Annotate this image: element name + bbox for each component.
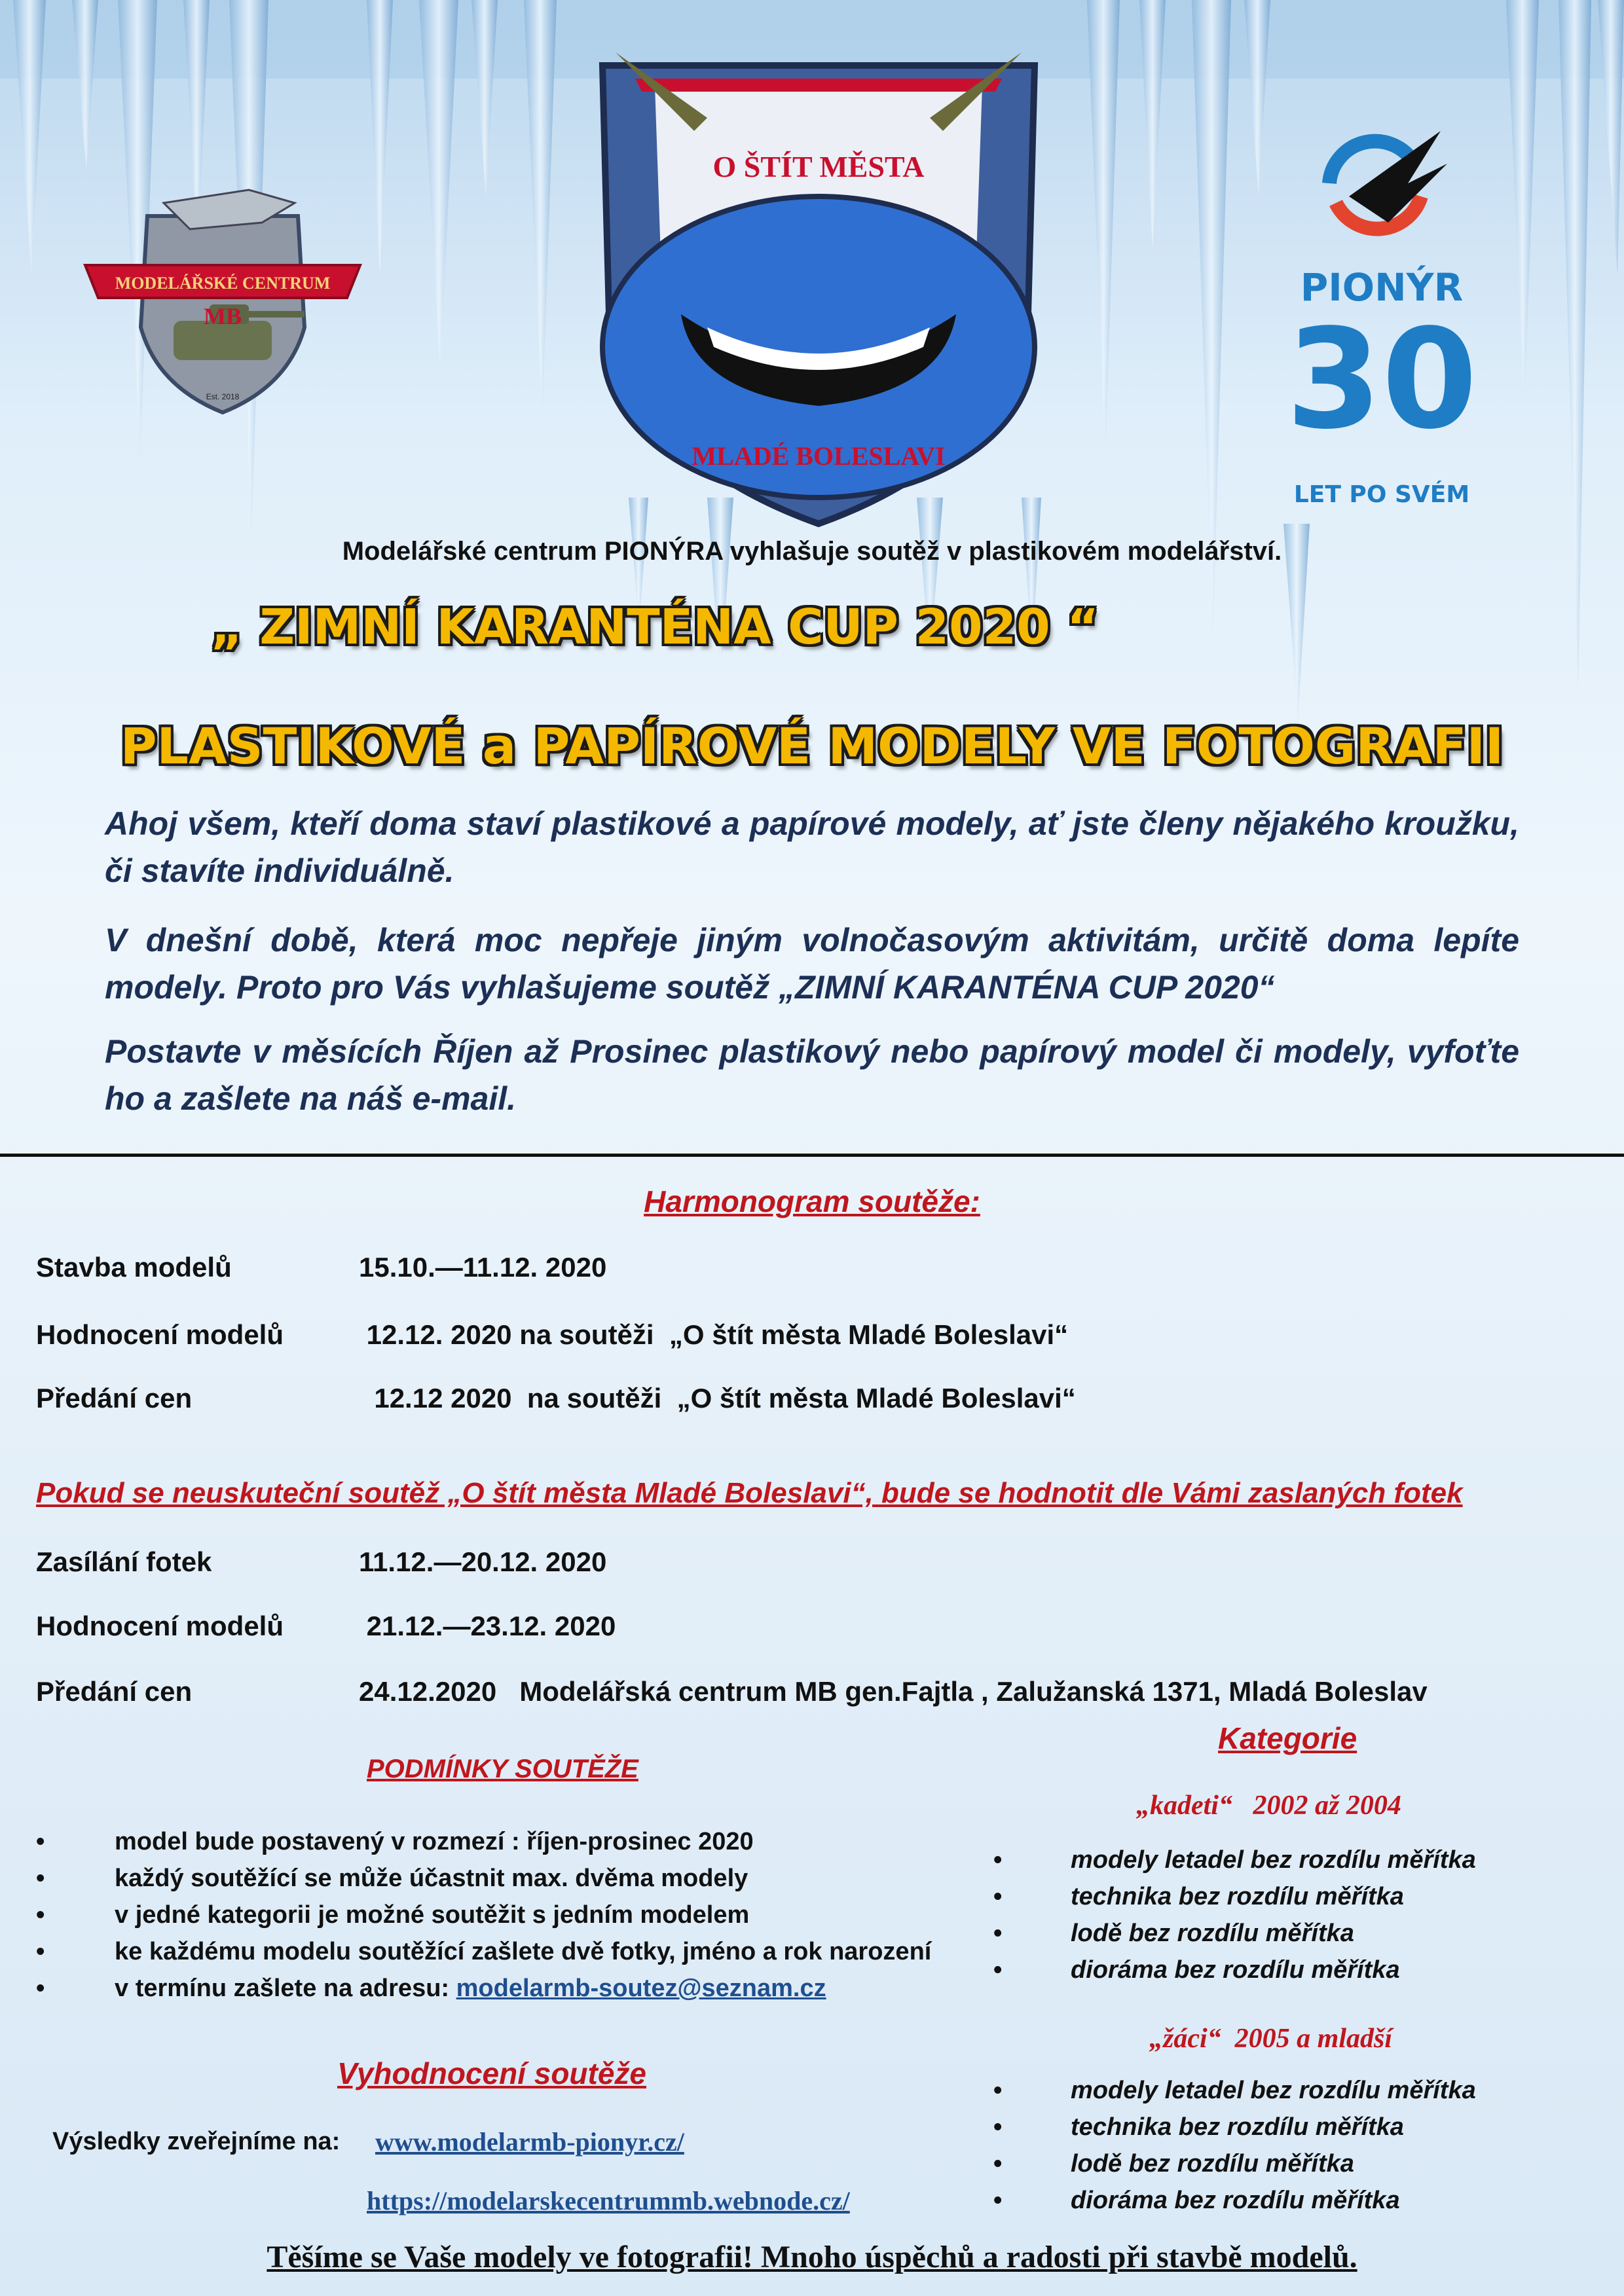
list-item: • lodě bez rozdílu měřítka <box>986 1920 1575 1956</box>
list-item: • každý soutěžící se může účastnit max. dvěma modely <box>36 1865 1018 1901</box>
schedule-label: Zasílání fotek <box>36 1546 212 1577</box>
schedule-value: 11.12.—20.12. 2020 <box>359 1546 607 1577</box>
schedule-value: 24.12.2020 Modelářská centrum MB gen.Fajtla , Zalužanská 1371, Mladá Boleslav <box>359 1676 1428 1707</box>
list-item: • dioráma bez rozdílu měřítka <box>986 1956 1575 1993</box>
schedule-label: Stavba modelů <box>36 1252 232 1283</box>
list-item: • dioráma bez rozdílu měřítka <box>986 2187 1575 2223</box>
intro-paragraph-3: Postavte v měsících Říjen až Prosinec plastikový nebo papírový model či modely, vyfoťte ho a zašlete na náš e-mail. <box>105 1033 1519 1117</box>
alt-schedule-row <box>36 1546 606 1578</box>
notice-text: Pokud se neuskuteční soutěž „O štít města Mladé Boleslavi“, bude se hodnotit dle Vámi zaslaných fotek <box>36 1477 1463 1509</box>
list-item: • technika bez rozdílu měřítka <box>986 2113 1575 2150</box>
intro-paragraph-1: Ahoj všem, kteří doma staví plastikové a papírové modely, ať jste členy nějakého kroužku, či stavíte individuálně. <box>105 805 1519 889</box>
results-label: Výsledky zveřejníme na: <box>52 2128 341 2155</box>
contact-email-link[interactable]: modelarmb-soutez@seznam.cz <box>456 1975 826 2002</box>
evaluation-title: Vyhodnocení soutěže <box>337 2056 647 2090</box>
category-zaci-list <box>986 2077 1575 2223</box>
schedule-value: 12.12 2020 na soutěži „O štít města Mladé Boleslavi“ <box>359 1383 1076 1413</box>
category-kadeti-heading: „kadeti“ 2002 až 2004 <box>1136 1791 1401 1821</box>
category-kadeti-list <box>986 1846 1575 1993</box>
pionyr-name: PIONÝR <box>1300 265 1464 310</box>
condition-address-label: v termínu zašlete na adresu: <box>115 1975 456 2002</box>
mb-badge-initials: MB <box>204 303 242 329</box>
schedule-label: Předání cen <box>36 1676 193 1707</box>
list-item: • technika bez rozdílu měřítka <box>986 1883 1575 1920</box>
categories-title: Kategorie <box>1218 1721 1357 1755</box>
list-item: • modely letadel bez rozdílu měřítka <box>986 1846 1575 1883</box>
pionyr-30-logo <box>1270 124 1493 517</box>
alt-schedule-row <box>36 1676 1428 1707</box>
alt-schedule-row <box>36 1611 616 1642</box>
intro-line: Modelářské centrum PIONÝRA vyhlašuje soutěž v plastikovém modelářství. <box>342 537 1282 566</box>
schedule-label: Hodnocení modelů <box>36 1611 284 1641</box>
list-item: • v jedné kategorii je možné soutěžit s jedním modelem <box>36 1901 1018 1938</box>
category-zaci-heading: „žáci“ 2005 a mladší <box>1149 2024 1393 2054</box>
list-item: • lodě bez rozdílu měřítka <box>986 2150 1575 2187</box>
shield-mask-text: MLADÉ BOLESLAVI <box>692 441 946 471</box>
mb-badge-text: MODELÁŘSKÉ CENTRUM <box>115 274 331 293</box>
schedule-label: Hodnocení modelů <box>36 1319 284 1350</box>
webnode-link[interactable]: https://modelarskecentrummb.webnode.cz/ <box>367 2186 850 2215</box>
intro-paragraph-2: V dnešní době, která moc nepřeje jiným volnočasovým aktivitám, určitě doma lepíte modely. Proto pro Vás vyhlašujeme soutěž „ZIMNÍ KARANTÉNA CUP 2020“ <box>105 922 1519 1006</box>
list-item: • modely letadel bez rozdílu měřítka <box>986 2077 1575 2113</box>
pionyr-number: 30 <box>1285 299 1478 460</box>
mb-badge-est: Est. 2018 <box>206 392 240 401</box>
section-divider <box>0 1154 1624 1157</box>
shield-top-text: O ŠTÍT MĚSTA <box>712 150 925 183</box>
harmonogram-title: Harmonogram soutěže: <box>644 1184 980 1218</box>
main-title: „ ZIMNÍ KARANTÉNA CUP 2020 “ <box>211 599 1099 655</box>
list-item: • ke každému modelu soutěžící zašlete dvě fotky, jméno a rok narození <box>36 1938 1018 1975</box>
schedule-row <box>36 1319 1068 1351</box>
list-item <box>36 1975 1018 2011</box>
pionyr-bird-icon <box>1310 124 1454 242</box>
footer-message: Těšíme se Vaše modely ve fotografii! Mnoho úspěchů a radosti při stavbě modelů. <box>267 2240 1357 2274</box>
o-stit-mesta-shield-logo <box>576 39 1061 537</box>
schedule-value: 15.10.—11.12. 2020 <box>359 1252 607 1283</box>
schedule-value: 21.12.—23.12. 2020 <box>359 1611 616 1641</box>
schedule-value: 12.12. 2020 na soutěži „O štít města Mladé Boleslavi“ <box>359 1319 1069 1350</box>
conditions-list <box>36 1828 1018 2011</box>
conditions-title: PODMÍNKY SOUTĚŽE <box>367 1755 638 1783</box>
schedule-label: Předání cen <box>36 1383 193 1413</box>
list-item: • model bude postavený v rozmezí : říjen-prosinec 2020 <box>36 1828 1018 1865</box>
website-link[interactable]: www.modelarmb-pionyr.cz/ <box>375 2127 684 2157</box>
subtitle: PLASTIKOVÉ a PAPÍROVÉ MODELY VE FOTOGRAFII <box>120 717 1504 775</box>
modelarske-centrum-logo <box>79 177 367 426</box>
schedule-row <box>36 1252 606 1283</box>
pionyr-tagline: LET PO SVÉM <box>1293 481 1470 508</box>
schedule-row <box>36 1383 1076 1414</box>
